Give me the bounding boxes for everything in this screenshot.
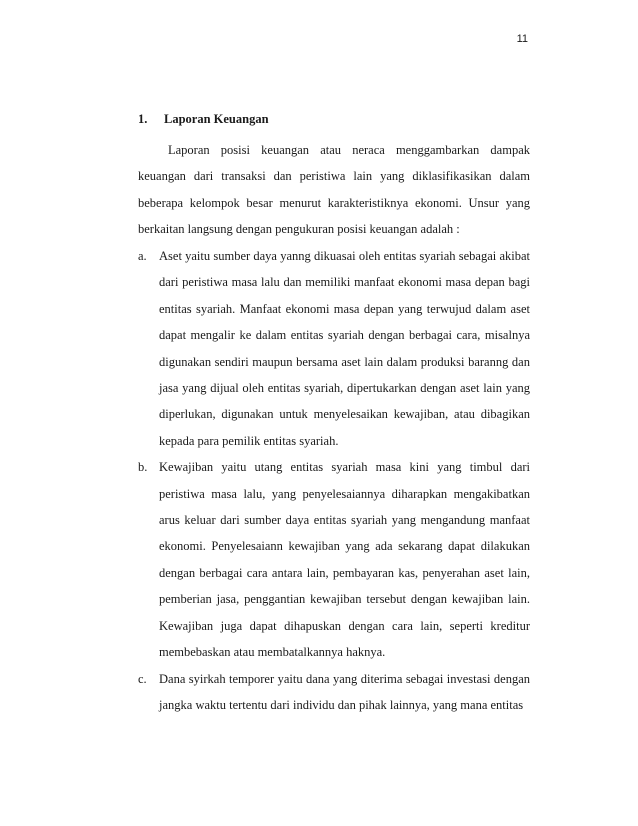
list-marker: a.: [138, 249, 147, 263]
page-number: 11: [516, 33, 528, 45]
definition-list: [138, 243, 530, 718]
list-item-dana-syirkah: [138, 666, 530, 719]
list-item-text: Dana syirkah temporer yaitu dana yang diterima sebagai investasi dengan jangka waktu tertentu dari individu dan pihak lainnya, yang mana entitas: [159, 671, 530, 712]
intro-paragraph: Laporan posisi keuangan atau neraca menggambarkan dampak keuangan dari transaksi dan peristiwa lain yang diklasifikasikan dalam beberapa kelompok besar menurut karakteristiknya ekonomi. Unsur yang berkaitan langsung dengan pengukuran posisi keuangan adalah :: [138, 143, 530, 237]
section-number: 1.: [138, 112, 148, 126]
section-heading: [138, 112, 269, 127]
list-item-kewajiban: [138, 454, 530, 665]
list-marker: b.: [138, 460, 148, 475]
list-item-aset: [138, 243, 530, 454]
list-marker: c.: [138, 671, 147, 686]
section-title: Laporan Keuangan: [164, 112, 269, 126]
list-item-text: Aset yaitu sumber daya yanng dikuasai oleh entitas syariah sebagai akibat dari peristiwa masa lalu dan memiliki manfaat ekonomi masa depan bagi entitas syariah. Manfaat ekonomi masa depan yang terwujud dalam aset dapat mengalir ke dalam entitas syariah dengan berbagai cara, misalnya digunakan sendiri maupun bersama aset lain dalam produksi baranng dan jasa yang dijual oleh entitas syariah, dipertukarkan dengan aset lain yang diperlukan, digunakan untuk menyelesaikan kewajiban, atau dibagikan kepada para pemilik entitas syariah.: [159, 249, 530, 448]
list-item-text: Kewajiban yaitu utang entitas syariah masa kini yang timbul dari peristiwa masa lalu, yang penyelesaiannya diharapkan mengakibatkan arus keluar dari sumber daya entitas syariah yang mengandung manfaat ekonomi. Penyelesaiann kewajiban yang ada sekarang dapat dilakukan dengan berbagai cara antara lain, pembayaran kas, penyerahan aset lain, pemberian jasa, penggantian kewajiban tersebut dengan kewajiban lain. Kewajiban juga dapat dihapuskan dengan cara lain, seperti kreditur membebaskan atau membatalkannya haknya.: [159, 460, 530, 660]
